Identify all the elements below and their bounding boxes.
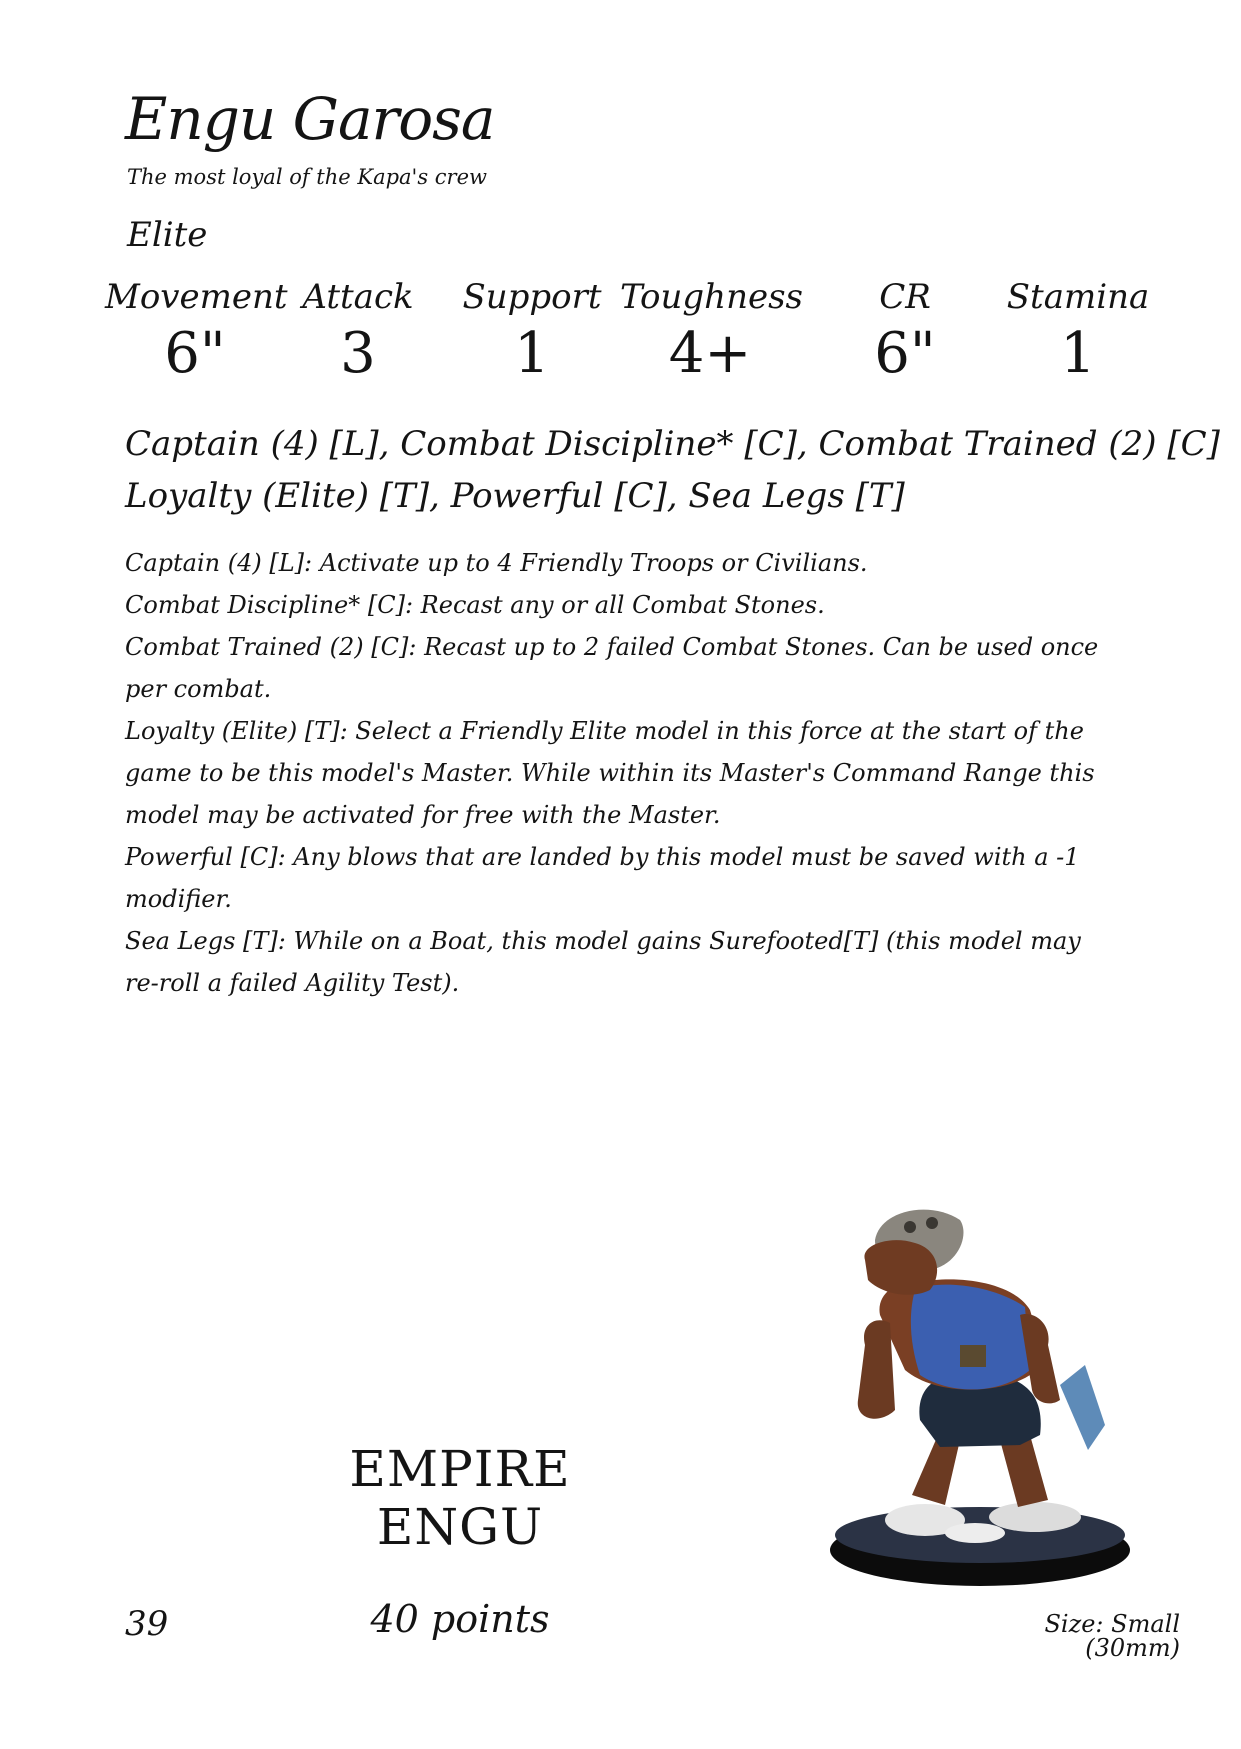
stat-attack — [268, 277, 448, 386]
stat-label: Attack — [302, 277, 414, 317]
stat-value: 1 — [1060, 321, 1096, 386]
model-subtitle: The most loyal of the Kapa's crew — [127, 165, 487, 189]
stat-line — [105, 277, 1160, 390]
stat-toughness — [620, 277, 803, 386]
points-cost: 40 points — [370, 1597, 550, 1641]
faction-line: EMPIRE — [349, 1440, 571, 1498]
stat-label: Movement — [105, 277, 288, 317]
keyword-line: Loyalty (Elite) [T], Powerful [C], Sea Legs [T] — [125, 476, 905, 516]
faction-name — [300, 1440, 620, 1556]
stat-value: 3 — [340, 321, 376, 386]
rule-powerful: Powerful [C]: Any blows that are landed by this model must be saved with a -1 modifier. — [125, 843, 1080, 913]
stat-label: Stamina — [1006, 277, 1150, 317]
stat-support — [442, 277, 622, 386]
keyword-list — [125, 418, 1220, 522]
rule-sea-legs: Sea Legs [T]: While on a Boat, this model gains Surefooted[T] (this model may re-roll a failed Agility Test). — [125, 927, 1081, 997]
stat-value: 6" — [874, 321, 936, 386]
rule-captain: Captain (4) [L]: Activate up to 4 Friendly Troops or Civilians. — [125, 549, 868, 577]
stat-label: Toughness — [620, 277, 803, 317]
faction-line: ENGU — [376, 1498, 544, 1556]
rule-loyalty: Loyalty (Elite) [T]: Select a Friendly Elite model in this force at the start of the game to be this model's Master. While within its Master's Command Range this model may be activated for free with the Master. — [125, 717, 1095, 829]
stat-movement — [105, 277, 288, 386]
rule-combat-trained: Combat Trained (2) [C]: Recast up to 2 failed Combat Stones. Can be used once per combat. — [125, 633, 1099, 703]
miniature-photo — [820, 1195, 1140, 1595]
stat-value: 6" — [164, 321, 226, 386]
stat-label: CR — [879, 277, 931, 317]
stat-value: 4+ — [668, 321, 752, 386]
stat-stamina — [988, 277, 1168, 386]
stat-command-range — [815, 277, 995, 386]
stat-value: 1 — [514, 321, 550, 386]
stat-label: Support — [462, 277, 602, 317]
model-name: Engu Garosa — [125, 85, 495, 153]
keyword-line: Captain (4) [L], Combat Discipline* [C], Combat Trained (2) [C] — [125, 424, 1220, 464]
rule-combat-discipline: Combat Discipline* [C]: Recast any or all Combat Stones. — [125, 591, 825, 619]
page-number: 39 — [125, 1604, 169, 1644]
base-size: Size: Small (30mm) — [1044, 1610, 1180, 1662]
rules-text — [125, 542, 1105, 1004]
model-rank: Elite — [127, 215, 208, 255]
